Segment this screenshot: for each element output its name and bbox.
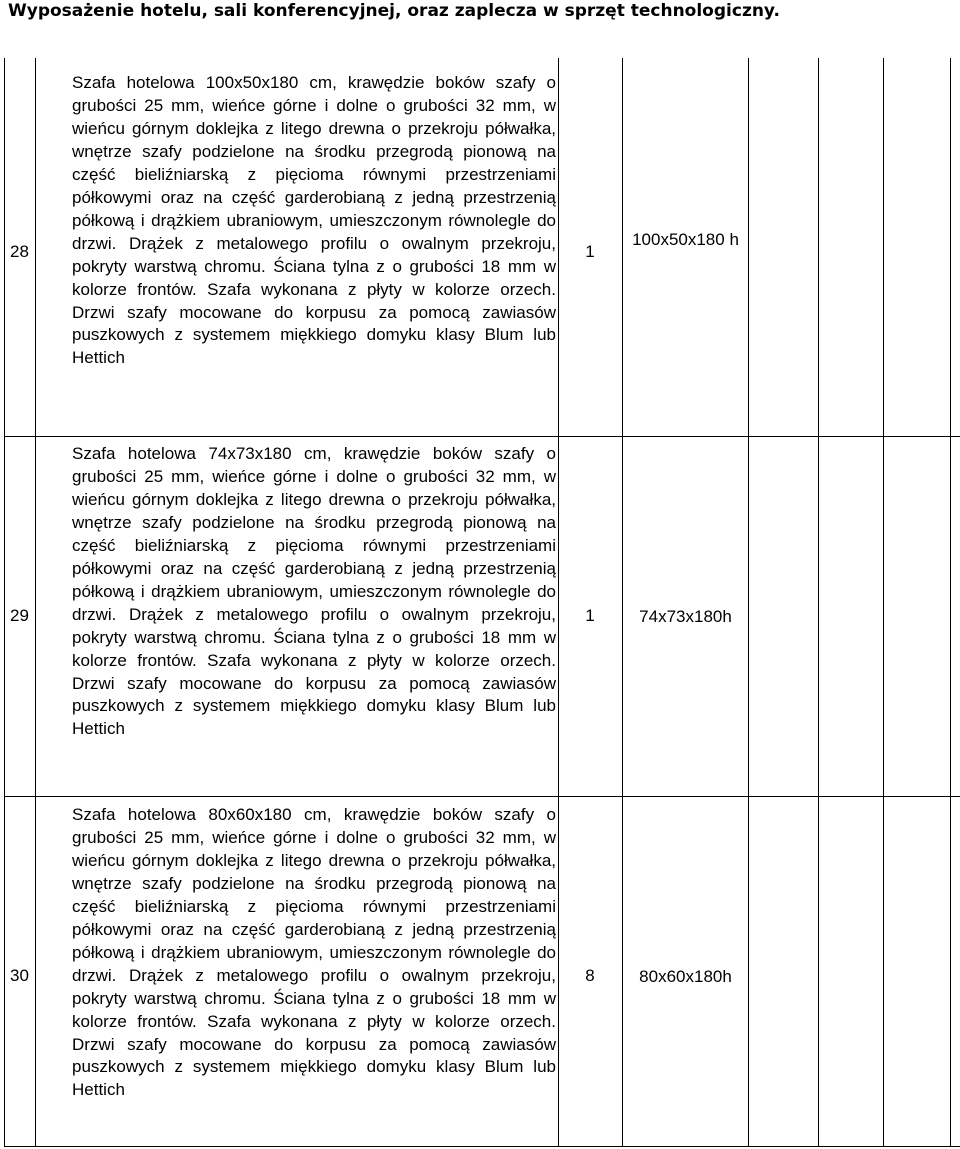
item-description: Szafa hotelowa 100x50x180 cm, krawędzie boków szafy o grubości 25 mm, wieńce górne i dolne o grubości 32 mm, w wieńcu górnym doklejka z litego drewna o przekroju półwałka, wnętrze szafy podzielone na środku przegrodą pionową na część bieliźniarską z pięcioma równymi przestrzeniami półkowymi oraz na część garderobianą z jedną przestrzenią półkową i drążkiem ubraniowym, umieszczonym równolegle do drzwi. Drążek z metalowego profilu o owalnym przekroju, pokryty warstwą chromu. Ściana tylna z o grubości 18 mm w kolorze frontów. Szafa wykonana z płyty w kolorze orzech. Drzwi szafy mocowane do korpusu za pomocą zawiasów puszkowych z systemem miękkiego domyku klasy Blum lub Hettich xyxy=(72,73,556,368)
document-title: Wyposażenie hotelu, sali konferencyjnej, oraz zaplecza w sprzęt technologiczny. xyxy=(8,1,780,21)
table-border-bottom xyxy=(4,1146,960,1147)
item-quantity: 1 xyxy=(585,606,595,625)
item-quantity: 1 xyxy=(585,242,595,261)
item-dimensions: 80x60x180h xyxy=(639,967,732,986)
row-number: 29 xyxy=(10,606,29,625)
table-border-right xyxy=(950,58,951,1147)
table-border-col1 xyxy=(35,58,36,1147)
item-description: Szafa hotelowa 74x73x180 cm, krawędzie boków szafy o grubości 25 mm, wieńce górne i dolne o grubości 32 mm, w wieńcu górnym doklejka z litego drewna o przekroju półwałka, wnętrze szafy podzielone na środku przegrodą pionową na część bieliźniarską z pięcioma równymi przestrzeniami półkowymi oraz na część garderobianą z jedną przestrzenią półkową i drążkiem ubraniowym, umieszczonym równolegle do drzwi. Drążek z metalowego profilu o owalnym przekroju, pokryty warstwą chromu. Ściana tylna z o grubości 18 mm w kolorze frontów. Szafa wykonana z płyty w kolorze orzech. Drzwi szafy mocowane do korpusu za pomocą zawiasów puszkowych z systemem miękkiego domyku klasy Blum lub Hettich xyxy=(72,444,556,739)
item-dimensions: 74x73x180h xyxy=(639,607,732,626)
row-number: 30 xyxy=(10,966,29,985)
item-dimensions: 100x50x180 h xyxy=(632,230,739,249)
table-border-col5 xyxy=(818,58,819,1147)
item-quantity: 8 xyxy=(585,966,595,985)
table-border-col4 xyxy=(748,58,749,1147)
row-number: 28 xyxy=(10,242,29,261)
item-description: Szafa hotelowa 80x60x180 cm, krawędzie boków szafy o grubości 25 mm, wieńce górne i dolne o grubości 32 mm, w wieńcu górnym doklejka z litego drewna o przekroju półwałka, wnętrze szafy podzielone na środku przegrodą pionową na część bieliźniarską z pięcioma równymi przestrzeniami półkowymi oraz na część garderobianą z jedną przestrzenią półkową i drążkiem ubraniowym, umieszczonym równolegle do drzwi. Drążek z metalowego profilu o owalnym przekroju, pokryty warstwą chromu. Ściana tylna z o grubości 18 mm w kolorze frontów. Szafa wykonana z płyty w kolorze orzech. Drzwi szafy mocowane do korpusu za pomocą zawiasów puszkowych z systemem miękkiego domyku klasy Blum lub Hettich xyxy=(72,805,556,1100)
row-divider xyxy=(4,436,960,437)
row-divider xyxy=(4,796,960,797)
table-border-col6 xyxy=(883,58,884,1147)
